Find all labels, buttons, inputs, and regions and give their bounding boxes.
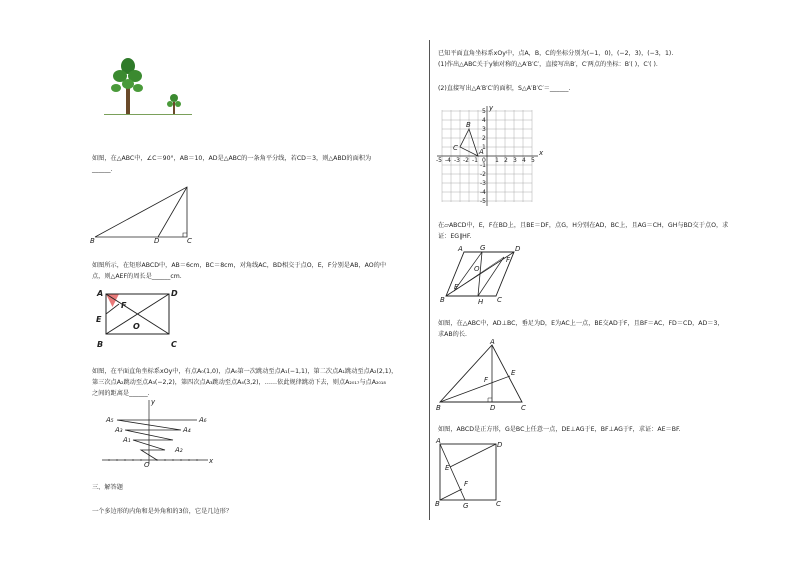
q3-line2: 第三次点A₂跳动至点A₃(−2,2)，第四次点A₃跳动至点A₄(3,2)，……依此规律跳动下去，则点A₂₀₁₇与点A₂₀₁₈ [92, 379, 386, 386]
q3-label-a3: A₃ [115, 426, 123, 434]
q2-line1: 如图所示，在矩形ABCD中，AB＝6cm，BC＝8cm，对角线AC，BD相交于点O，E，F分别是AB，AO的中 [92, 262, 387, 269]
q3-label-a6: A₆ [199, 416, 207, 424]
q5-label-x: x [539, 149, 544, 157]
q2-line2: 点，则△AEF的周长是______cm. [92, 273, 182, 280]
q1-triangle-figure [90, 185, 200, 245]
q8-label-c: C [496, 500, 501, 508]
q2-label-e: E [96, 315, 102, 324]
q2-label-f: F [121, 301, 127, 310]
q8-label-a: A [436, 437, 441, 445]
q5-coordinate-grid [432, 106, 544, 208]
q3-label-a4: A₄ [183, 426, 191, 434]
q6-line2: 证：EG∥HF. [438, 233, 472, 240]
q5-xtick: -1 [472, 157, 478, 164]
q5-ytick: -2 [480, 171, 486, 178]
q3-label-a1: A₁ [123, 436, 131, 444]
q8-label-d: D [497, 441, 503, 449]
q5-xtick: 4 [522, 157, 526, 164]
q5-ytick: 1 [482, 144, 486, 151]
q6-label-a: A [458, 245, 463, 253]
q7-label-b: B [436, 404, 441, 412]
q5-xtick: 0 [482, 157, 486, 164]
q5-xtick: 5 [531, 157, 535, 164]
q5-label-c: C [453, 144, 458, 152]
q6-label-f: F [506, 256, 511, 264]
q7-label-f: F [484, 376, 489, 384]
q3-label-a2: A₂ [175, 446, 183, 454]
q1-text: 如图，在△ABC中，∠C＝90°，AB＝10，AD是△ABC的一条角平分线，若CD＝3，则△ABD的面积为 [92, 155, 372, 162]
q6-label-e: E [454, 283, 459, 291]
q4-text: 一个多边形的内角和是外角和的3倍，它是几边形？ [92, 508, 233, 515]
q2-label-a: A [97, 289, 104, 298]
q6-label-d: D [515, 245, 521, 253]
q7-triangle-figure [434, 340, 534, 412]
q2-label-o: O [133, 322, 140, 331]
q8-label-f: F [464, 480, 469, 488]
q7-line2: 求AB的长. [438, 331, 468, 338]
q8-label-e: E [445, 464, 450, 472]
q7-label-a: A [490, 338, 495, 346]
q3-line3: 之间的距离是______. [92, 390, 150, 397]
q5-xtick: 2 [504, 157, 508, 164]
q6-parallelogram-figure [436, 244, 528, 306]
q5-label-y: y [489, 104, 494, 112]
q5-ytick: 5 [482, 108, 486, 115]
q5-label-a: A [479, 148, 484, 156]
section-heading: 三、解答题 [92, 484, 123, 491]
q5-ytick: 2 [482, 135, 486, 142]
q2-label-c: C [171, 340, 177, 349]
q2-rectangle-figure [94, 287, 184, 349]
q5-ytick: -3 [480, 180, 486, 187]
q8-square-figure [434, 438, 506, 508]
q5-ytick: 3 [482, 126, 486, 133]
q8-text: 如图，ABCD是正方形，G是BC上任意一点，DE⊥AG于E，BF⊥AG于F，求证：AE＝BF. [438, 426, 681, 433]
tree-illustration [104, 52, 194, 116]
q1-label-c: C [187, 237, 192, 245]
q5-line3: (2)直接写出△A′B′C′的面积，S△A′B′C′＝______. [438, 85, 571, 92]
q7-label-e: E [511, 369, 516, 377]
q6-line1: 在▱ABCD中，E，F在BD上，且BE＝DF，点G，H分别在AD，BC上，且AG＝CH，GH与BD交于点O，求 [438, 222, 729, 229]
q5-xtick: -2 [463, 157, 469, 164]
q3-label-o: O [144, 461, 150, 469]
q5-xtick: 3 [513, 157, 517, 164]
q7-label-d: D [490, 404, 496, 412]
q5-ytick: 4 [482, 117, 486, 124]
q5-xtick: -4 [445, 157, 451, 164]
q6-label-c: C [497, 296, 502, 304]
q5-label-b: B [466, 121, 471, 129]
q5-xtick: -3 [454, 157, 460, 164]
q5-line1: 已知平面直角坐标系xOy中，点A，B，C的坐标分别为(−1，0)，(−2，3)，(−3，1). [438, 50, 674, 57]
q1-label-b: B [90, 237, 95, 245]
q6-label-g: G [480, 244, 486, 252]
q5-ytick: -5 [480, 198, 486, 205]
q1-blank: ______. [92, 166, 113, 173]
q2-label-d: D [171, 289, 178, 298]
q2-label-b: B [97, 340, 104, 349]
q7-label-c: C [521, 404, 526, 412]
q6-label-h: H [478, 298, 484, 306]
column-divider [429, 40, 430, 520]
q8-label-g: G [463, 502, 469, 510]
q3-line1: 如图，在平面直角坐标系xOy中，有点A₀(1,0)，点A₀第一次跳动至点A₁(−1,1)，第二次点A₁跳动至点A₂(2,1)， [92, 368, 398, 375]
q3-label-x: x [209, 457, 214, 465]
q5-xtick: 1 [495, 157, 499, 164]
q6-label-o: O [474, 265, 480, 273]
q3-label-a5: A₅ [106, 416, 114, 424]
q3-label-y: y [151, 398, 156, 406]
q6-label-b: B [440, 296, 445, 304]
q1-label-d: D [154, 237, 160, 245]
q5-ytick: -4 [480, 189, 486, 196]
q3-jump-figure [100, 398, 215, 470]
q5-xtick: -5 [436, 157, 442, 164]
q7-line1: 如图，在△ABC中，AD⊥BC，垂足为D，E为AC上一点，BE交AD于F，且BF＝AC，FD＝CD，AD＝3， [438, 320, 724, 327]
q8-label-b: B [435, 500, 440, 508]
q5-line2: (1)作出△ABC关于y轴对称的△A′B′C′，直接写出B′，C′两点的坐标：B′( )，C′( ). [438, 61, 658, 68]
q5-ytick: -1 [480, 162, 486, 169]
